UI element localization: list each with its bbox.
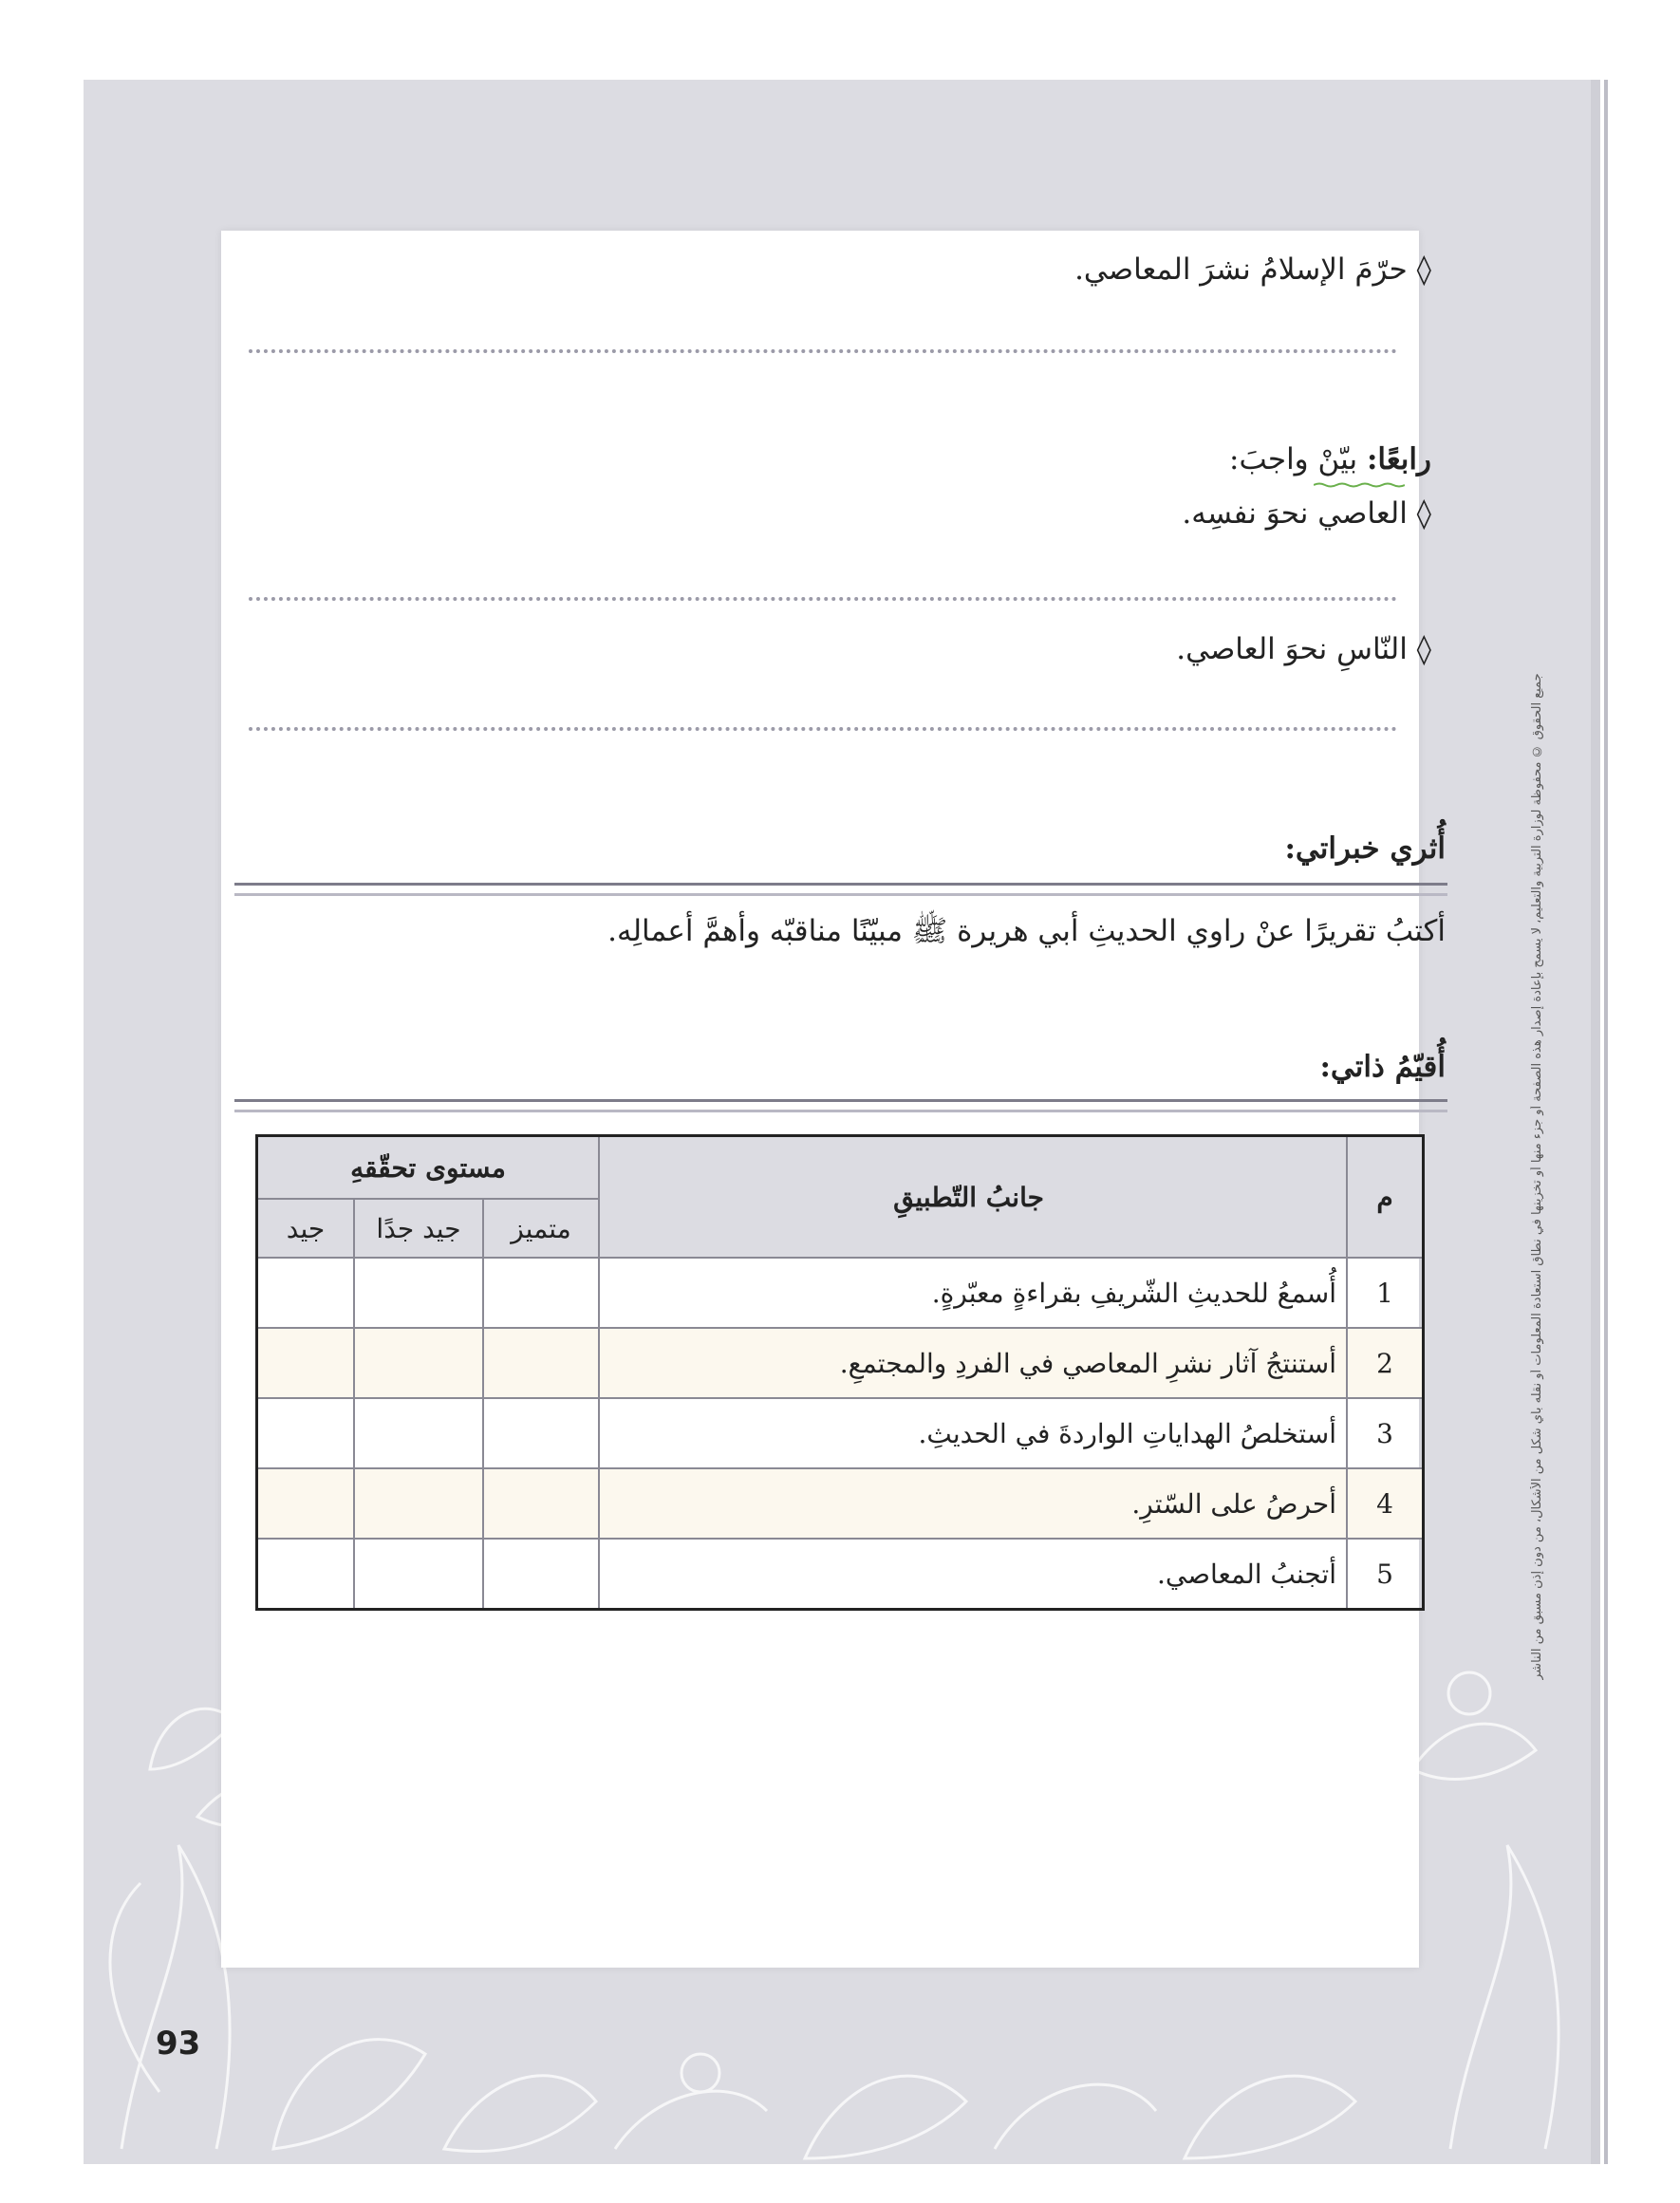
item-sinner-self-text: ◊ العاصي نحوَ نفسِه.	[1182, 496, 1431, 531]
copyright-note: جميع الحقوق © محفوظة لوزارة التربية والتعليم، لا يسمح بإعادة إصدار هذه الصفحة أو جزء منها أو تخزينها في نطاق استعادة المعلومات أو نقله بأي شكل من الأشكال، من دون إذن مسبق من الناشر	[1530, 673, 1544, 1680]
self-assessment-table	[255, 1134, 1425, 1611]
row-text: أتجنبُ المعاصي.	[599, 1539, 1347, 1610]
right-edge-strip	[1591, 80, 1600, 2164]
enrich-rule	[234, 883, 1447, 896]
cell-good[interactable]	[257, 1398, 355, 1468]
assess-heading: أُقيّمُ ذاتي:	[1319, 1050, 1446, 1084]
answer-line-3[interactable]	[249, 727, 1397, 731]
cell-good[interactable]	[257, 1468, 355, 1539]
answer-line-2[interactable]	[249, 597, 1397, 601]
cell-excellent[interactable]	[483, 1539, 599, 1610]
row-text: أحرصُ على السّترِ.	[599, 1468, 1347, 1539]
row-num: 4	[1347, 1468, 1424, 1539]
level-good: جيد	[257, 1199, 355, 1258]
section-fourth-text: بيّنْ واجبَ:	[1229, 442, 1367, 476]
item-prohibition-text: ◊ حرّمَ الإسلامُ نشرَ المعاصي.	[1074, 252, 1431, 287]
section-fourth-label: رابعًا:	[1366, 442, 1431, 476]
answer-line-1[interactable]	[249, 349, 1397, 353]
level-very-good: جيد جدًا	[354, 1199, 483, 1258]
cell-good[interactable]	[257, 1539, 355, 1610]
row-text: أُسمعُ للحديثِ الشّريفِ بقراءةٍ معبّرةٍ.	[599, 1258, 1347, 1328]
page-number: 93	[156, 2025, 201, 2063]
spell-underline	[1314, 482, 1405, 488]
table-row	[257, 1398, 1424, 1468]
cell-good[interactable]	[257, 1328, 355, 1398]
col-header-level: مستوى تحقّقهِ	[257, 1136, 600, 1200]
section-fourth-prompt	[1229, 442, 1431, 476]
level-excellent: متميز	[483, 1199, 599, 1258]
cell-very-good[interactable]	[354, 1468, 483, 1539]
row-num: 5	[1347, 1539, 1424, 1610]
col-header-application: جانبُ التّطبيقِ	[599, 1136, 1347, 1259]
table-row	[257, 1258, 1424, 1328]
cell-excellent[interactable]	[483, 1468, 599, 1539]
table-row	[257, 1468, 1424, 1539]
col-header-num: م	[1347, 1136, 1424, 1259]
enrich-heading: أُثري خبراتي:	[1284, 831, 1446, 866]
table-row	[257, 1328, 1424, 1398]
row-num: 2	[1347, 1328, 1424, 1398]
table-row	[257, 1539, 1424, 1610]
row-num: 1	[1347, 1258, 1424, 1328]
cell-very-good[interactable]	[354, 1328, 483, 1398]
cell-excellent[interactable]	[483, 1328, 599, 1398]
row-num: 3	[1347, 1398, 1424, 1468]
row-text: أستنتجُ آثار نشرِ المعاصي في الفردِ والمجتمعِ.	[599, 1328, 1347, 1398]
cell-excellent[interactable]	[483, 1398, 599, 1468]
item-people-sinner-text: ◊ النّاسِ نحوَ العاصي.	[1176, 632, 1431, 666]
cell-very-good[interactable]	[354, 1539, 483, 1610]
cell-very-good[interactable]	[354, 1398, 483, 1468]
cell-very-good[interactable]	[354, 1258, 483, 1328]
enrich-text: أكتبُ تقريرًا عنْ راوي الحديثِ أبي هريرة ﷺ مبيّنًا مناقبّه وأهمَّ أعمالِه.	[607, 914, 1446, 948]
right-edge-line	[1604, 80, 1608, 2164]
cell-excellent[interactable]	[483, 1258, 599, 1328]
row-text: أستخلصُ الهداياتِ الواردةَ في الحديثِ.	[599, 1398, 1347, 1468]
cell-good[interactable]	[257, 1258, 355, 1328]
assess-rule	[234, 1099, 1447, 1112]
